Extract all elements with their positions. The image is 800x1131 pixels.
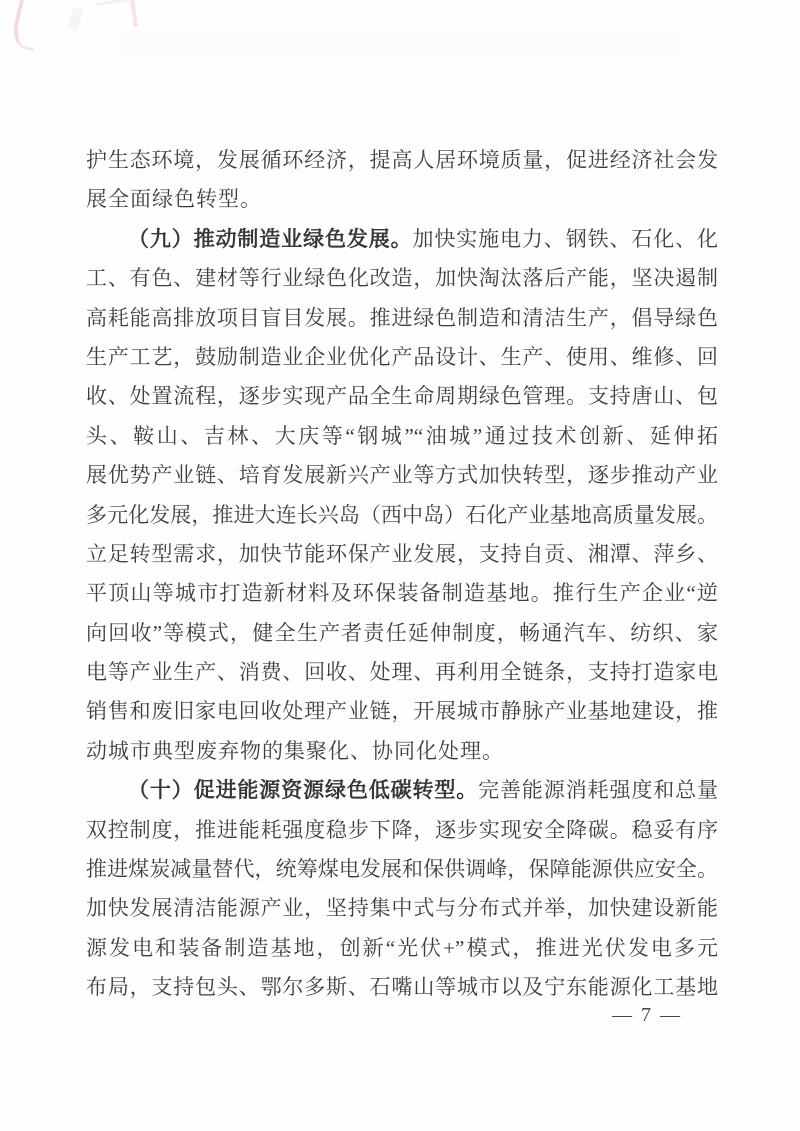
section-heading-text: （九）推动制造业绿色发展。 (128, 226, 413, 251)
text-line (86, 535, 718, 574)
body-text: 平顶山等城市打造新材料及环保装备制造基地。推行生产企业“逆 (86, 581, 718, 606)
body-text: 布局，支持包头、鄂尔多斯、石嘴山等城市以及宁东能源化工基地 (86, 975, 718, 1000)
body-text: 头、鞍山、吉林、大庆等“钢城”“油城”通过技术创新、延伸拓 (86, 423, 718, 448)
body-text: 推进煤炭减量替代，统筹煤电发展和保供调峰，保障能源供应安全。 (86, 857, 718, 882)
body-text: 动城市典型废弃物的集聚化、协同化处理。 (86, 738, 504, 763)
body-text: 展优势产业链、培育发展新兴产业等方式加快转型，逐步推动产业 (86, 463, 718, 488)
text-line (86, 456, 718, 495)
document-body (86, 141, 718, 1008)
text-line (86, 377, 718, 416)
text-line (86, 259, 718, 298)
scan-artifact-red-mark (96, 0, 138, 32)
text-line (86, 614, 718, 653)
text-line (86, 496, 718, 535)
body-text: 护生态环境，发展循环经济，提高人居环境质量，促进经济社会发 (86, 148, 718, 172)
text-line (86, 574, 718, 613)
scan-bleedthrough (120, 30, 680, 56)
body-text: 销售和废旧家电回收处理产业链，开展城市静脉产业基地建设，推 (86, 699, 718, 724)
page-number: — 7 — (612, 1004, 682, 1026)
body-text: 展全面绿色转型。 (86, 187, 262, 212)
body-text: 生产工艺，鼓励制造业企业优化产品设计、生产、使用、维修、回 (86, 344, 718, 369)
body-text: 双控制度，推进能耗强度稳步下降，逐步实现安全降碳。稳妥有序 (86, 817, 718, 842)
text-line (86, 968, 718, 1007)
body-text: 收、处置流程，逐步实现产品全生命周期绿色管理。支持唐山、包 (86, 384, 718, 409)
text-line (86, 889, 718, 928)
scan-artifact-red-mark (9, 0, 46, 51)
text-line (86, 299, 718, 338)
text-line (86, 811, 718, 850)
body-text: 立足转型需求，加快节能环保产业发展，支持自贡、湘潭、萍乡、 (86, 541, 718, 566)
section-heading-text: （十）促进能源资源绿色低碳转型。 (128, 778, 479, 803)
text-line (86, 732, 718, 771)
body-text: 源发电和装备制造基地，创新“光伏+”模式，推进光伏发电多元 (86, 935, 718, 960)
text-line (86, 771, 718, 810)
body-text: 完善能源消耗强度和总量 (478, 778, 718, 803)
text-line (86, 180, 718, 219)
text-line (86, 929, 718, 968)
body-text: 电等产业生产、消费、回收、处理、再利用全链条，支持打造家电 (86, 660, 718, 685)
text-line (86, 417, 718, 456)
body-text: 加快实施电力、钢铁、石化、化 (412, 226, 718, 251)
body-text: 向回收”等模式，健全生产者责任延伸制度，畅通汽车、纺织、家 (86, 620, 718, 645)
text-line (86, 220, 718, 259)
text-line (86, 653, 718, 692)
text-line (86, 850, 718, 889)
text-line (86, 692, 718, 731)
body-text: 高耗能高排放项目盲目发展。推进绿色制造和清洁生产，倡导绿色 (86, 305, 718, 330)
body-text: 多元化发展，推进大连长兴岛（西中岛）石化产业基地高质量发展。 (86, 502, 718, 527)
body-text: 工、有色、建材等行业绿色化改造，加快淘汰落后产能，坚决遏制 (86, 266, 718, 291)
body-text: 加快发展清洁能源产业，坚持集中式与分布式并举，加快建设新能 (86, 896, 718, 921)
text-line (86, 338, 718, 377)
scan-artifact-smudge (67, 7, 84, 31)
text-line (86, 141, 718, 180)
